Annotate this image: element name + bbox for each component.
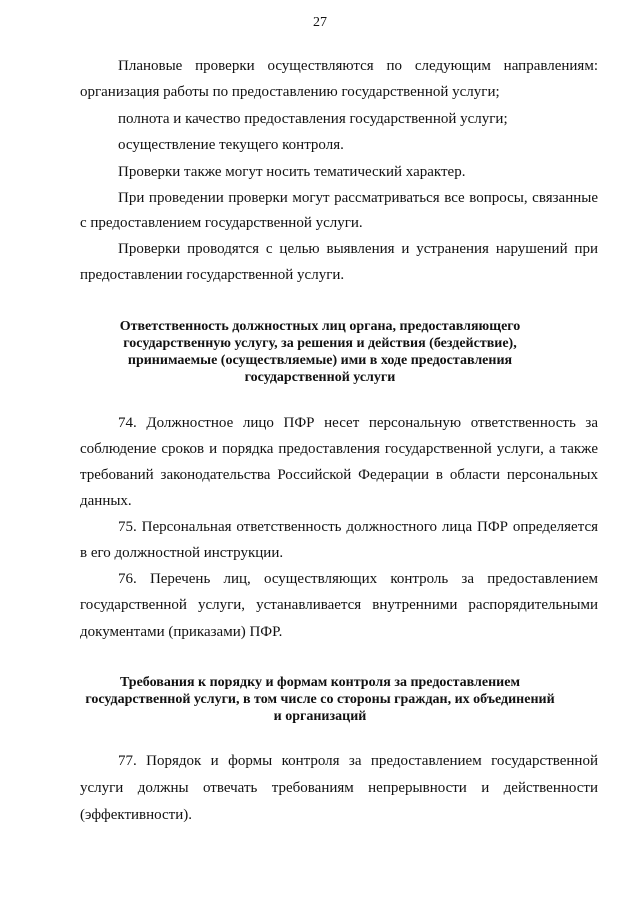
item-74-line-1: 74. Должностное лицо ПФР несет персональную ответственность за	[118, 415, 598, 431]
item-75-line-1: 75. Персональная ответственность должностного лица ПФР определяется	[118, 519, 598, 535]
section-heading-responsibility	[60, 318, 580, 386]
paragraph-questions-line-2: с предоставлением государственной услуги.	[80, 215, 363, 231]
item-75-line-2: в его должностной инструкции.	[80, 545, 284, 561]
paragraph-purpose-line-1: Проверки проводятся с целью выявления и устранения нарушений при	[118, 241, 598, 257]
paragraph-current-control: осуществление текущего контроля.	[118, 137, 344, 153]
item-76-line-1: 76. Перечень лиц, осуществляющих контроль за предоставлением	[118, 571, 598, 587]
item-77-line-2: услуги должны отвечать требованиям непрерывности и действенности	[80, 780, 598, 796]
item-74-line-3: требований законодательства Российской Федерации в области персональных	[80, 467, 598, 483]
heading-line: принимаемые (осуществляемые) ими в ходе предоставления	[127, 353, 513, 368]
page-number: 27	[313, 15, 327, 30]
heading-line: государственной услуги, в том числе со стороны граждан, их объединений	[85, 692, 555, 707]
item-76-line-3: документами (приказами) ПФР.	[80, 624, 283, 640]
paragraph-completeness: полнота и качество предоставления государственной услуги;	[118, 111, 508, 127]
paragraph-planned-checks-line-2: организация работы по предоставлению государственной услуги;	[80, 84, 500, 100]
heading-line: и организаций	[273, 709, 367, 724]
paragraph-questions-line-1: При проведении проверки могут рассматриваться все вопросы, связанные	[118, 190, 598, 206]
section-heading-control-requirements	[60, 674, 580, 725]
item-74-line-2: соблюдение сроков и порядка предоставления государственной услуги, а также	[80, 441, 598, 457]
item-76-line-2: государственной услуги, устанавливается внутренними распорядительными	[80, 597, 598, 613]
heading-line: государственной услуги	[244, 370, 396, 385]
heading-line: Ответственность должностных лиц органа, предоставляющего	[119, 319, 521, 334]
heading-line: государственную услугу, за решения и действия (бездействие),	[123, 336, 517, 351]
item-77-line-1: 77. Порядок и формы контроля за предоставлением государственной	[118, 753, 598, 769]
item-74-line-4: данных.	[80, 493, 132, 509]
paragraph-thematic: Проверки также могут носить тематический характер.	[118, 164, 466, 180]
paragraph-purpose-line-2: предоставлении государственной услуги.	[80, 267, 345, 283]
item-77-line-3: (эффективности).	[80, 807, 192, 823]
paragraph-planned-checks-line-1: Плановые проверки осуществляются по следующим направлениям:	[118, 58, 598, 74]
heading-line: Требования к порядку и формам контроля за предоставлением	[120, 675, 520, 690]
